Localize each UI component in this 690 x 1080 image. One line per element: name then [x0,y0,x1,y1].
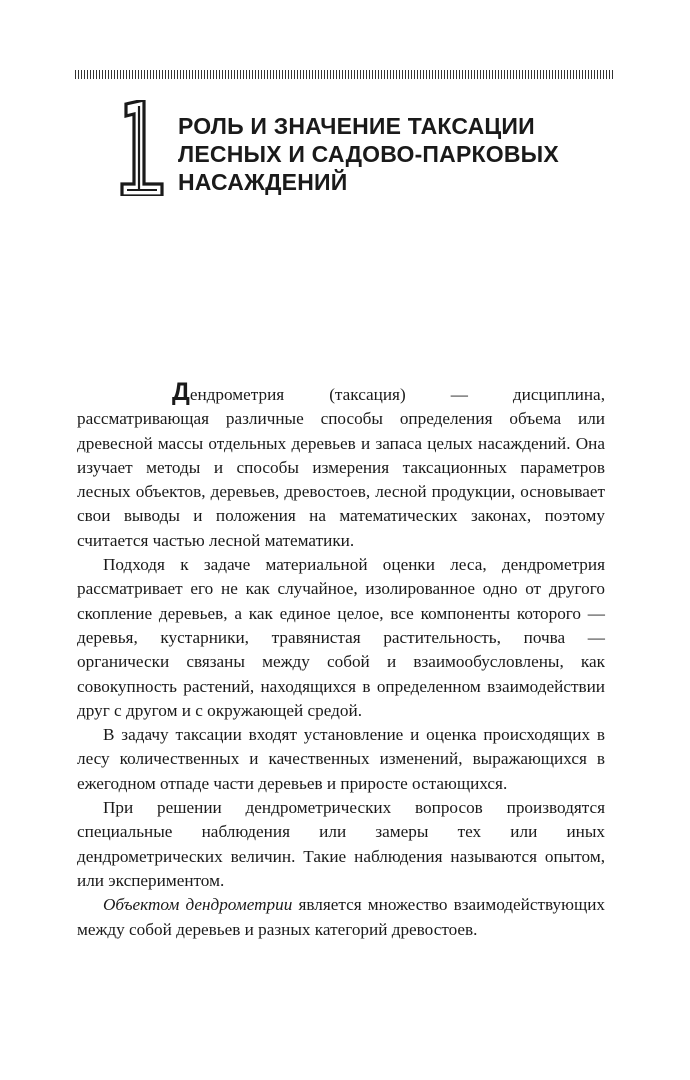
paragraph-2: Подходя к задаче материальной оценки леса, дендрометрия рассматривает его не как случайное, изолированное одно от другого скопление деревьев, а как единое целое, все компоненты которого — деревья, кустарники, травянистая растительность, почва — органически связаны между собой и взаимообусловлены, как совокупность растений, находящихся в определенном взаимодействии друг с другом и с окружающей средой. [77,555,605,720]
paragraph-1 [77,378,605,553]
paragraph-5-italic: Объектом дендрометрии [103,895,293,915]
paragraph-1-text: ендрометрия (таксация) — дисциплина, рассматривающая различные способы определения объема или древесной массы отдельных деревьев и запаса целых насаждений. Она изучает методы и способы измерения таксационных параметров лесных объектов, деревьев, древостоев, лесной продукции, основывает свои выводы и положения на математических законах, поэтому считается частью лесной математики. [77,385,605,550]
chapter-title-line-3: НАСАЖДЕНИЙ [178,169,348,195]
chapter-title [178,112,598,196]
chapter-title-line-1: РОЛЬ И ЗНАЧЕНИЕ ТАКСАЦИИ [178,113,535,139]
paragraph-4: При решении дендрометрических вопросов производятся специальные наблюдения или замеры тех или иных дендрометрических величин. Такие наблюдения называются опытом, или экспериментом. [77,798,605,890]
chapter-header-rule [75,70,615,79]
chapter-title-line-2: ЛЕСНЫХ И САДОВО-ПАРКОВЫХ [178,141,559,167]
drop-cap: Д [172,378,190,406]
chapter-number [118,100,166,196]
paragraph-5 [77,893,605,942]
chapter-number-glyph [118,100,166,196]
paragraph-5-text: является множество взаимодействующих между собой деревьев и разных категорий древостоев. [77,895,605,939]
body-text [77,378,605,942]
paragraph-3: В задачу таксации входят установление и оценка происходящих в лесу количественных и качественных изменений, выражающихся в ежегодном отпаде части деревьев и приросте остающихся. [77,725,605,793]
